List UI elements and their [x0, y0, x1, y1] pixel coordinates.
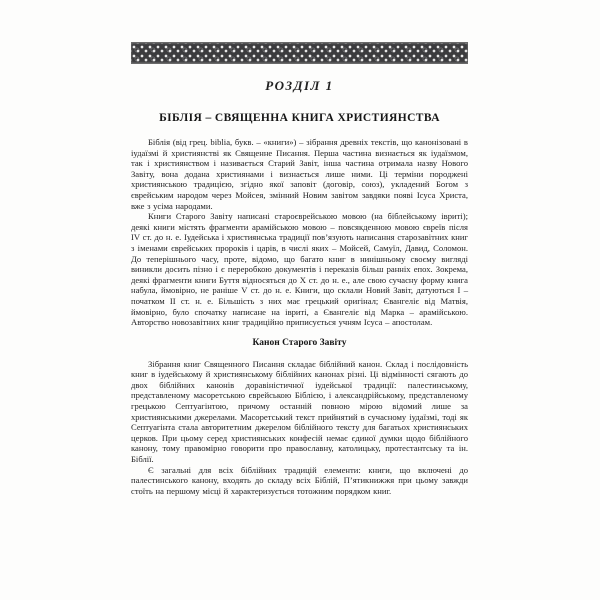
paragraph-section-1: Зібрання книг Священного Писання складає біблійний канон. Склад і послідовність книг в іудейському й християнському біблійних канонах різні. Ці відмінності сягають до двох біблійних канонів доравіністичної іудейської традиції: палестинському, представленому масоретською єврейською Біблією, і александрійському, представленому грецькою Септуагінтою, причому останній повною мірою відомий лише за християнськими джерелами. Масоретський текст прийнятий в сучасному іудаїзмі, тоді як Септуагінта стала авторитетним джерелом біблійного тексту для багатьох християнських церков. При цьому серед християнських конфесій немає єдиної думки щодо біблійного канону, тому правомірно говорити про православну, католицьку, протестантську та ін. Біблії. [131, 358, 468, 465]
page-title: БІБЛІЯ – СВЯЩЕННА КНИГА ХРИСТИЯНСТВА [159, 112, 440, 124]
body-text [131, 137, 468, 496]
text-column [131, 0, 468, 496]
paragraph-intro-1: Біблія (від грец. biblia, букв. – «книги») – зібрання древніх текстів, що канонізовані в іудаїзмі й християнстві як Священне Писання. Перша частина визнається як іудаїзмом, так і християнством і називається Старий Завіт, інша частина отримала назву Нового Завіту, вона додана християнами і визнається лише ними. Ці терміни породжені християнською традицією, згідно якої заповіт (договір, союз), укладений Богом з єврейським народом через Мойсея, змінний Новим завітом завдяки появі Ісуса Христа, вже з усіма народами. [131, 137, 468, 211]
chapter-label: РОЗДІЛ 1 [265, 78, 334, 93]
paragraph-intro-2: Книги Старого Завіту написані староєврейською мовою (на біблейському івриті); деякі книги містять фрагменти арамійською мовою – повсякденною мовою євреїв після IV ст. до н. е. Іудейська і християнська традиції пов’язують написання старозавітних книг з іменами єврейських пророків і царів, в числі яких – Мойсей, Самуїл, Давид, Соломон. До теперішнього часу, проте, відомо, що багато книг в нинішньому своєму вигляді виникли досить пізно і є переробкою документів і переказів більш ранніх епох. Зокрема, деякі фрагменти книги Буття відносяться до X ст. до н. е., але свою сучасну форму книга набула, ймовірно, не раніше V ст. до н. е. Книги, що склали Новий Завіт, датуються I – початком II ст. н. е. Більшість з них має грецький оригінал; Євангеліє від Матвія, ймовірно, було спочатку написане на івриті, а Євангеліє від Марка – арамійською. Авторство новозавітних книг традиційно приписується учням Ісуса – апостолам. [131, 211, 468, 328]
section-heading: Канон Старого Завіту [252, 337, 347, 348]
paragraph-section-2: Є загальні для всіх біблійних традицій елементи: книги, що включені до палестинського канону, входять до складу всіх Біблій, П’ятикнижжя при цьому завжди стоїть на першому місці й характеризується тотожним порядком книг. [131, 464, 468, 496]
ornament-border [131, 42, 468, 64]
